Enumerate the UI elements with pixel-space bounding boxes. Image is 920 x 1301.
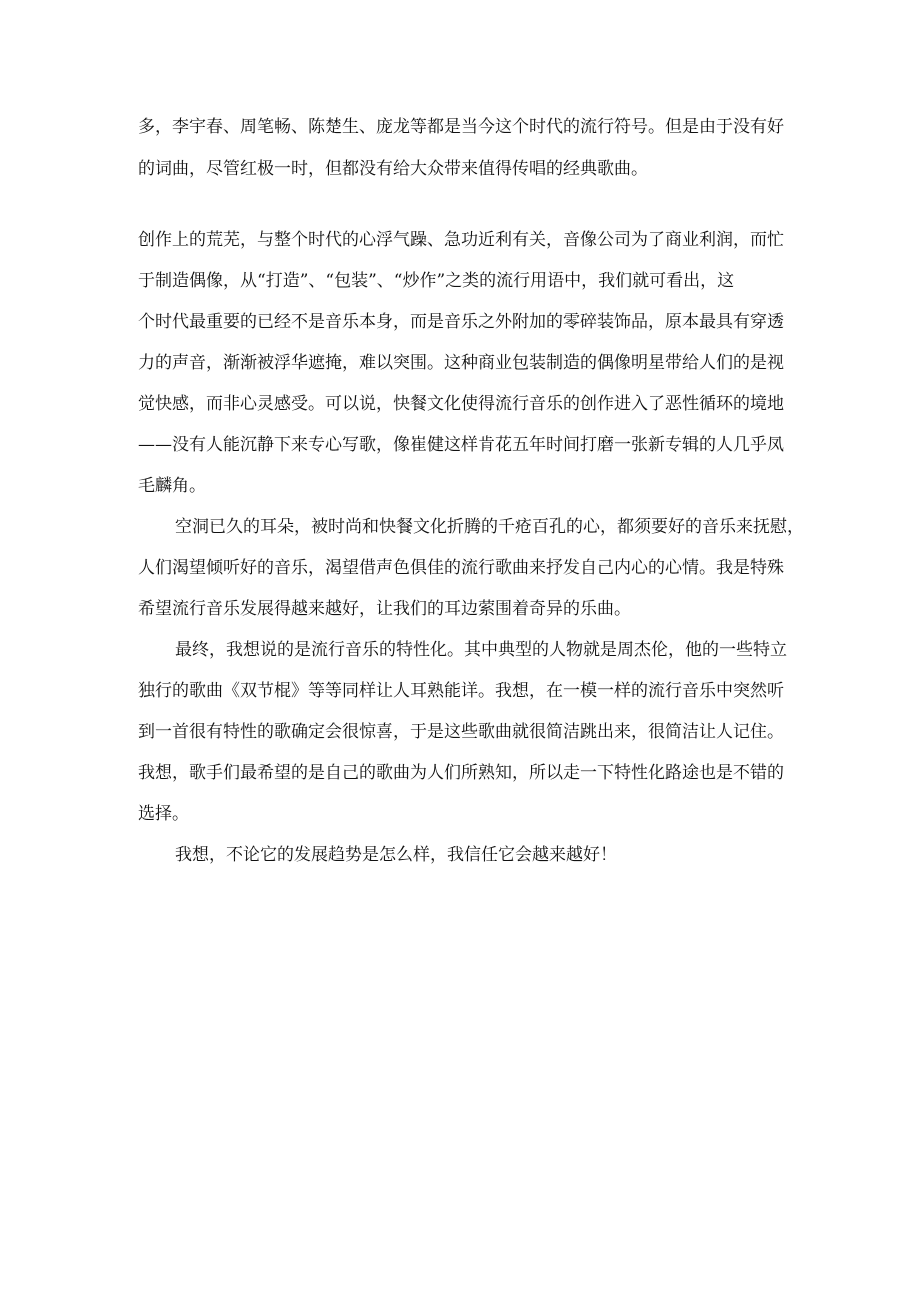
text-line: 于制造偶像，从“打造”、“包装”、“炒作”之类的流行用语中，我们就可看出，这 (138, 271, 735, 291)
text-line: 力的声音，渐渐被浮华遮掩，难以突围。这种商业包装制造的偶像明星带给人们的是视 (138, 353, 784, 373)
text-line: 的词曲，尽管红极一时，但都没有给大众带来值得传唱的经典歌曲。 (138, 159, 648, 179)
text-line: 毛麟角。 (138, 476, 206, 496)
text-line: 我想，不论它的发展趋势是怎么样，我信任它会越来越好！ (175, 845, 617, 865)
text-line: 人们渴望倾听好的音乐，渴望借声色俱佳的流行歌曲来抒发自己内心的心情。我是特殊 (138, 558, 784, 578)
text-line: 创作上的荒芜，与整个时代的心浮气躁、急功近利有关，音像公司为了商业利润，而忙 (138, 230, 784, 250)
text-line: ——没有人能沉静下来专心写歌，像崔健这样肯花五年时间打磨一张新专辑的人几乎凤 (138, 435, 784, 455)
text-line: 选择。 (138, 804, 189, 824)
text-line: 觉快感，而非心灵感受。可以说，快餐文化使得流行音乐的创作进入了恶性循环的境地 (138, 394, 784, 414)
text-line: 我想，歌手们最希望的是自己的歌曲为人们所熟知，所以走一下特性化路途也是不错的 (138, 763, 784, 783)
text-line: 独行的歌曲《双节棍》等等同样让人耳熟能详。我想，在一模一样的流行音乐中突然听 (138, 681, 784, 701)
text-line: 希望流行音乐发展得越来越好，让我们的耳边萦围着奇异的乐曲。 (138, 599, 631, 619)
text-line: 最终，我想说的是流行音乐的特性化。其中典型的人物就是周杰伦，他的一些特立 (175, 640, 787, 660)
text-line: 个时代最重要的已经不是音乐本身，而是音乐之外附加的零碎装饰品，原本最具有穿透 (138, 312, 784, 332)
text-line: 空洞已久的耳朵，被时尚和快餐文化折腾的千疮百孔的心，都须要好的音乐来抚慰， (175, 517, 804, 537)
text-line: 到一首很有特性的歌确定会很惊喜，于是这些歌曲就很简洁跳出来，很简洁让人记住。 (138, 722, 784, 742)
text-line: 多，李宇春、周笔畅、陈楚生、庞龙等都是当今这个时代的流行符号。但是由于没有好 (138, 117, 784, 137)
